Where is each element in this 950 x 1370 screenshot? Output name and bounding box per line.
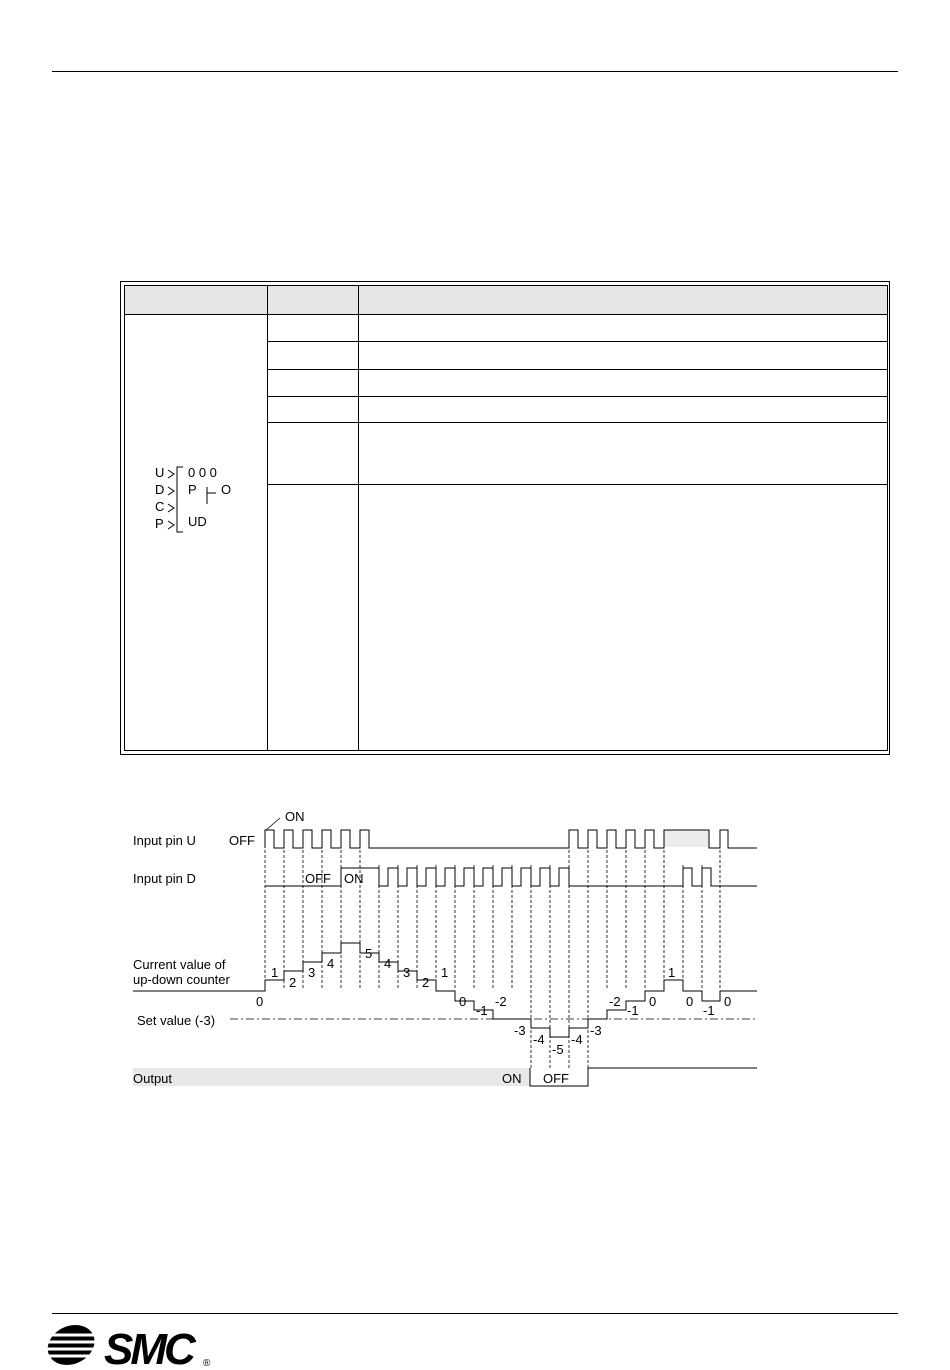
output-on-band bbox=[133, 1068, 530, 1086]
function-table bbox=[124, 285, 888, 751]
label-input-d: Input pin D bbox=[133, 871, 196, 886]
counter-value: -1 bbox=[476, 1003, 488, 1018]
table-cell bbox=[359, 422, 888, 484]
label-d-on: ON bbox=[344, 871, 364, 886]
label-d-off: OFF bbox=[305, 871, 331, 886]
counter-value: 3 bbox=[308, 965, 316, 980]
table-cell bbox=[268, 484, 359, 750]
label-current-value-1: Current value of bbox=[133, 957, 226, 972]
table-cell bbox=[359, 369, 888, 396]
table-cell bbox=[268, 369, 359, 396]
label-current-value-2: up-down counter bbox=[133, 972, 230, 987]
counter-value: -4 bbox=[571, 1032, 583, 1047]
symbol-input-p: P bbox=[155, 516, 164, 531]
symbol-type: UD bbox=[188, 514, 207, 529]
symbol-input-d: D bbox=[155, 482, 165, 497]
counter-value: -3 bbox=[514, 1023, 526, 1038]
table-header-cell bbox=[359, 286, 888, 315]
input-d-waveform bbox=[265, 868, 757, 886]
symbol-input-c: C bbox=[155, 499, 165, 514]
table-cell bbox=[268, 422, 359, 484]
label-set-value: Set value (-3) bbox=[137, 1013, 216, 1028]
timing-chart bbox=[120, 800, 765, 1095]
label-output-off: OFF bbox=[543, 1071, 569, 1086]
counter-value: 0 bbox=[459, 994, 467, 1009]
on-pointer bbox=[266, 818, 280, 830]
counter-value: 3 bbox=[403, 965, 411, 980]
counter-value: 5 bbox=[365, 946, 373, 961]
label-u-on: ON bbox=[285, 809, 305, 824]
table-header-cell bbox=[125, 286, 268, 315]
counter-staircase bbox=[133, 943, 757, 1037]
table-cell bbox=[268, 315, 359, 342]
logo-text: SMC bbox=[104, 1325, 193, 1368]
table-cell bbox=[359, 315, 888, 342]
counter-value: 0 bbox=[256, 994, 264, 1009]
counter-value: -1 bbox=[703, 1003, 715, 1018]
counter-value: -2 bbox=[495, 994, 507, 1009]
counter-value: 0 bbox=[686, 994, 694, 1009]
counter-value: -3 bbox=[590, 1023, 602, 1038]
counter-value: 0 bbox=[724, 994, 732, 1009]
counter-value: 1 bbox=[271, 965, 279, 980]
counter-value: 4 bbox=[327, 956, 335, 971]
label-u-off: OFF bbox=[229, 833, 255, 848]
counter-value: 0 bbox=[649, 994, 657, 1009]
counter-value: -5 bbox=[552, 1042, 564, 1057]
table-header-row bbox=[125, 286, 888, 315]
table-header-cell bbox=[268, 286, 359, 315]
table-cell bbox=[268, 342, 359, 369]
symbol-input-u: U bbox=[155, 465, 165, 480]
label-input-u: Input pin U bbox=[133, 833, 196, 848]
counter-value: -2 bbox=[609, 994, 621, 1009]
u-shade bbox=[664, 830, 709, 847]
footer-rule bbox=[52, 1313, 898, 1314]
symbol-preset-digits: 0 0 0 bbox=[188, 465, 217, 480]
smc-logo bbox=[46, 1322, 216, 1368]
counter-value: 2 bbox=[422, 975, 430, 990]
counter-value: 1 bbox=[441, 965, 449, 980]
counter-value: 1 bbox=[668, 965, 676, 980]
counter-value: -1 bbox=[627, 1003, 639, 1018]
table-cell bbox=[359, 396, 888, 422]
table-cell bbox=[359, 342, 888, 369]
table-cell bbox=[268, 396, 359, 422]
counter-value: -4 bbox=[533, 1032, 545, 1047]
table-row bbox=[125, 315, 888, 342]
counter-value: 4 bbox=[384, 956, 392, 971]
registered-mark: ® bbox=[203, 1358, 211, 1368]
symbol-param: P bbox=[188, 482, 197, 497]
counter-value: 2 bbox=[289, 975, 297, 990]
symbol-output: O bbox=[221, 482, 232, 497]
label-output: Output bbox=[133, 1071, 173, 1086]
counter-symbol-cell bbox=[125, 315, 268, 751]
label-output-on: ON bbox=[502, 1071, 522, 1086]
header-rule bbox=[52, 71, 898, 72]
table-cell bbox=[359, 484, 888, 750]
